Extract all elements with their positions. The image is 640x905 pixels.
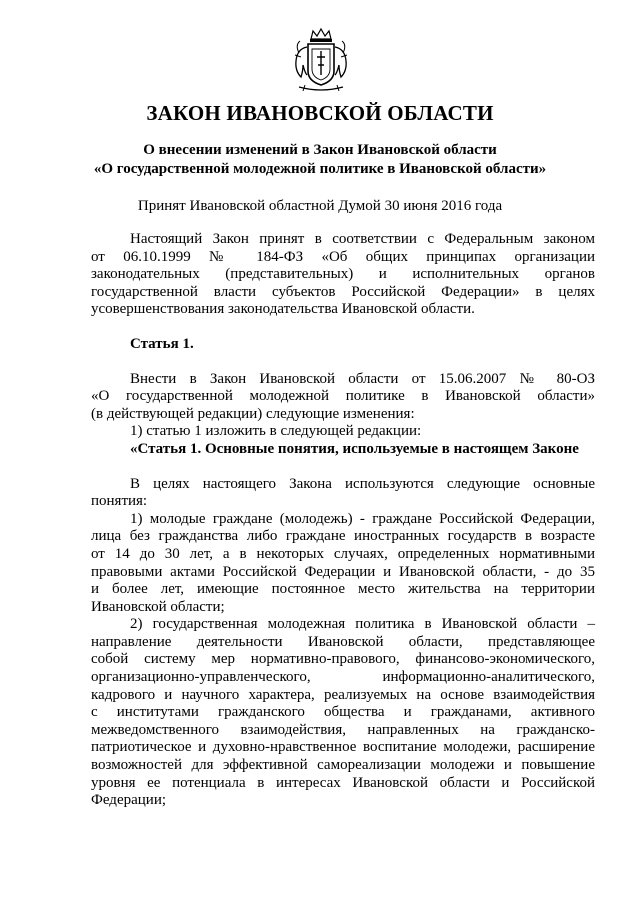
coat-of-arms-icon — [291, 27, 351, 95]
preamble-line: государственной власти субъектов Российской Федерации» в целях — [91, 283, 595, 300]
preamble-line: законодательных (представительных) и исполнительных органов — [91, 266, 595, 283]
definition-2-line: Федерации; — [91, 792, 167, 809]
definition-1-line: правовыми актами Российской Федерации и Ивановской области, - до 35 — [91, 563, 595, 580]
definition-2-line: кадрового и научного характера, реализуемых на основе взаимодействия — [91, 686, 595, 703]
definition-2-line: организационно-управленческого, информационно-аналитического, — [91, 669, 595, 686]
law-subtitle — [0, 141, 640, 179]
article-line: 1) статью 1 изложить в следующей редакции: — [130, 423, 422, 440]
definition-2-line: направление деятельности Ивановской области, представляющее — [91, 633, 595, 650]
definition-1-line: Ивановской области; — [91, 598, 225, 615]
subtitle-line: О внесении изменений в Закон Ивановской области — [143, 142, 497, 158]
adoption-note: Принят Ивановской областной Думой 30 июня 2016 года — [137, 198, 503, 214]
definition-1-line: лица без гражданства либо граждане иностранных государств в возрасте — [91, 528, 595, 545]
subtitle-line: «О государственной молодежной политике в Ивановской области» — [93, 161, 547, 177]
definitions-intro-line: В целях настоящего Закона используются следующие основные — [130, 475, 595, 492]
definitions-intro-line: понятия: — [91, 493, 148, 510]
definition-2-line: 2) государственная молодежная политика в Ивановской области – — [130, 616, 595, 633]
article-line: (в действующей редакции) следующие изменения: — [91, 405, 415, 422]
article-line: Внести в Закон Ивановской области от 15.06.2007 № 80-ОЗ — [130, 370, 595, 387]
preamble-line: Настоящий Закон принят в соответствии с Федеральным законом — [130, 231, 595, 247]
definition-2-line: собой систему мер нормативно-правового, финансово-экономического, — [91, 651, 595, 668]
preamble-line: от 06.10.1999 № 184-ФЗ «Об общих принципах организации — [91, 248, 595, 265]
definition-2-line: уровня ее потенциала в интересах Ивановской области и Российской — [91, 774, 595, 791]
definition-1-line: от 14 до 30 лет, а в некоторых случаях, определенных нормативными — [91, 545, 595, 562]
article-heading: Статья 1. — [130, 335, 194, 352]
law-body — [91, 231, 595, 810]
definition-2-line: возможностей для эффективной самореализации молодежи и повышение — [91, 757, 595, 774]
preamble-line: усовершенствования законодательства Ивановской области. — [91, 301, 475, 318]
definition-1-line: и более лет, имеющие постоянное место жительства на территории — [91, 581, 595, 598]
quoted-article-heading: «Статья 1. Основные понятия, используемые в настоящем Законе — [130, 440, 579, 457]
definition-2-line: межведомственного взаимодействия, направленных на гражданско- — [91, 721, 595, 738]
article-line: «О государственной молодежной политике в Ивановской области» — [91, 388, 595, 405]
definition-2-line: патриотическое и духовно-нравственное воспитание молодежи, расширение — [91, 739, 595, 756]
law-title: ЗАКОН ИВАНОВСКОЙ ОБЛАСТИ — [146, 101, 494, 125]
definition-2-line: с институтами гражданского общества и гражданами, активного — [91, 704, 595, 721]
definition-1-line: 1) молодые граждане (молодежь) - граждане Российской Федерации, — [130, 510, 595, 527]
